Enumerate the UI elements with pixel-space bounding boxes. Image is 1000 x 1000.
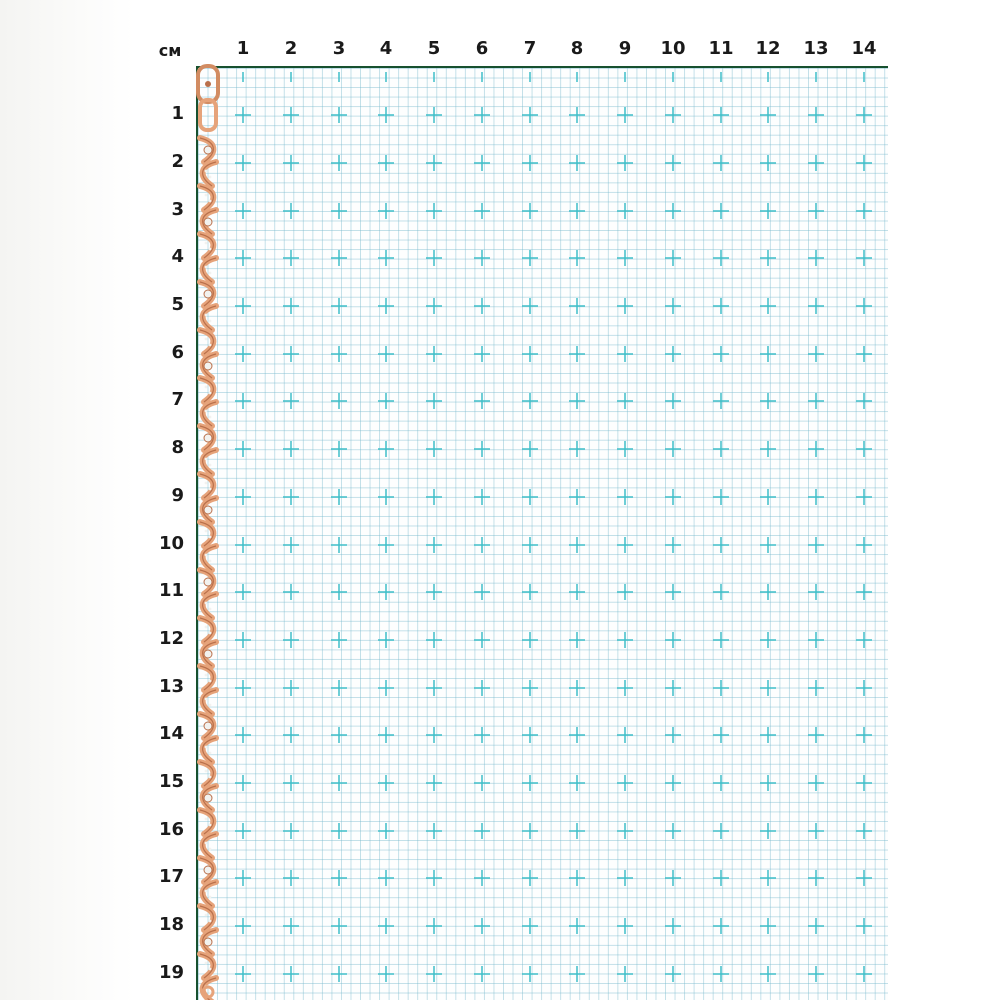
y-tick-label: 13 <box>158 676 184 697</box>
bracelet-link <box>203 738 216 762</box>
x-tick-label: 9 <box>618 38 632 59</box>
x-tick-label: 5 <box>427 38 441 59</box>
x-tick-label: 11 <box>708 38 734 59</box>
y-tick-label: 3 <box>171 199 184 220</box>
bracelet-link <box>200 138 213 162</box>
bracelet-link <box>200 810 213 834</box>
y-tick-label: 14 <box>158 723 184 744</box>
bracelet-link <box>200 234 213 258</box>
y-tick-label: 18 <box>158 914 184 935</box>
millimeter-grid <box>196 66 888 1000</box>
y-tick-label: 9 <box>171 485 184 506</box>
y-tick-label: 17 <box>158 866 184 887</box>
bracelet-link <box>200 762 213 786</box>
bracelet-link <box>203 258 216 282</box>
bracelet-link <box>200 954 213 978</box>
y-tick-label: 6 <box>171 342 184 363</box>
bracelet-chain <box>186 60 232 1000</box>
x-tick-label: 8 <box>570 38 584 59</box>
y-tick-label: 7 <box>171 389 184 410</box>
y-tick-label: 2 <box>171 151 184 172</box>
bracelet-link <box>200 906 213 930</box>
y-tick-label: 10 <box>158 533 184 554</box>
bracelet-link <box>203 306 216 330</box>
y-tick-label: 15 <box>158 771 184 792</box>
y-tick-label: 4 <box>171 246 184 267</box>
bracelet-link <box>200 618 213 642</box>
bracelet-link <box>203 882 216 906</box>
x-tick-label: 12 <box>755 38 781 59</box>
x-tick-label: 6 <box>475 38 489 59</box>
bracelet-link <box>203 402 216 426</box>
bracelet-link <box>200 186 213 210</box>
y-tick-label: 12 <box>158 628 184 649</box>
unit-label: см <box>158 41 182 60</box>
bracelet-link <box>203 834 216 858</box>
bracelet-link <box>200 522 213 546</box>
bracelet-link <box>203 930 216 954</box>
bracelet-link <box>203 546 216 570</box>
bracelet-link <box>203 162 216 186</box>
bracelet-link <box>200 858 213 882</box>
bracelet-link <box>203 450 216 474</box>
bracelet-link <box>203 210 216 234</box>
clasp-icon <box>198 66 218 130</box>
x-tick-label: 10 <box>660 38 686 59</box>
end-ring <box>203 987 213 997</box>
bracelet-links <box>200 138 216 1000</box>
bracelet-link <box>200 426 213 450</box>
y-tick-label: 19 <box>158 962 184 983</box>
y-tick-label: 16 <box>158 819 184 840</box>
y-tick-label: 5 <box>171 294 184 315</box>
x-tick-label: 7 <box>523 38 537 59</box>
bracelet-link <box>203 690 216 714</box>
bracelet-link <box>203 594 216 618</box>
bracelet-link <box>203 498 216 522</box>
x-tick-label: 13 <box>803 38 829 59</box>
bracelet-link <box>200 714 213 738</box>
y-tick-label: 11 <box>158 580 184 601</box>
x-tick-label: 1 <box>236 38 250 59</box>
bracelet-link <box>200 570 213 594</box>
bracelet-link <box>200 474 213 498</box>
bracelet-link <box>203 642 216 666</box>
y-tick-label: 8 <box>171 437 184 458</box>
bracelet-link <box>200 282 213 306</box>
x-tick-label: 2 <box>284 38 298 59</box>
x-tick-label: 3 <box>332 38 346 59</box>
bracelet-link <box>203 786 216 810</box>
y-tick-label: 1 <box>171 103 184 124</box>
bracelet-link <box>200 330 213 354</box>
photo-backdrop <box>0 0 135 1000</box>
bracelet-link <box>200 666 213 690</box>
x-tick-label: 4 <box>379 38 393 59</box>
bracelet-link <box>203 354 216 378</box>
x-tick-label: 14 <box>851 38 877 59</box>
bracelet-link <box>200 378 213 402</box>
